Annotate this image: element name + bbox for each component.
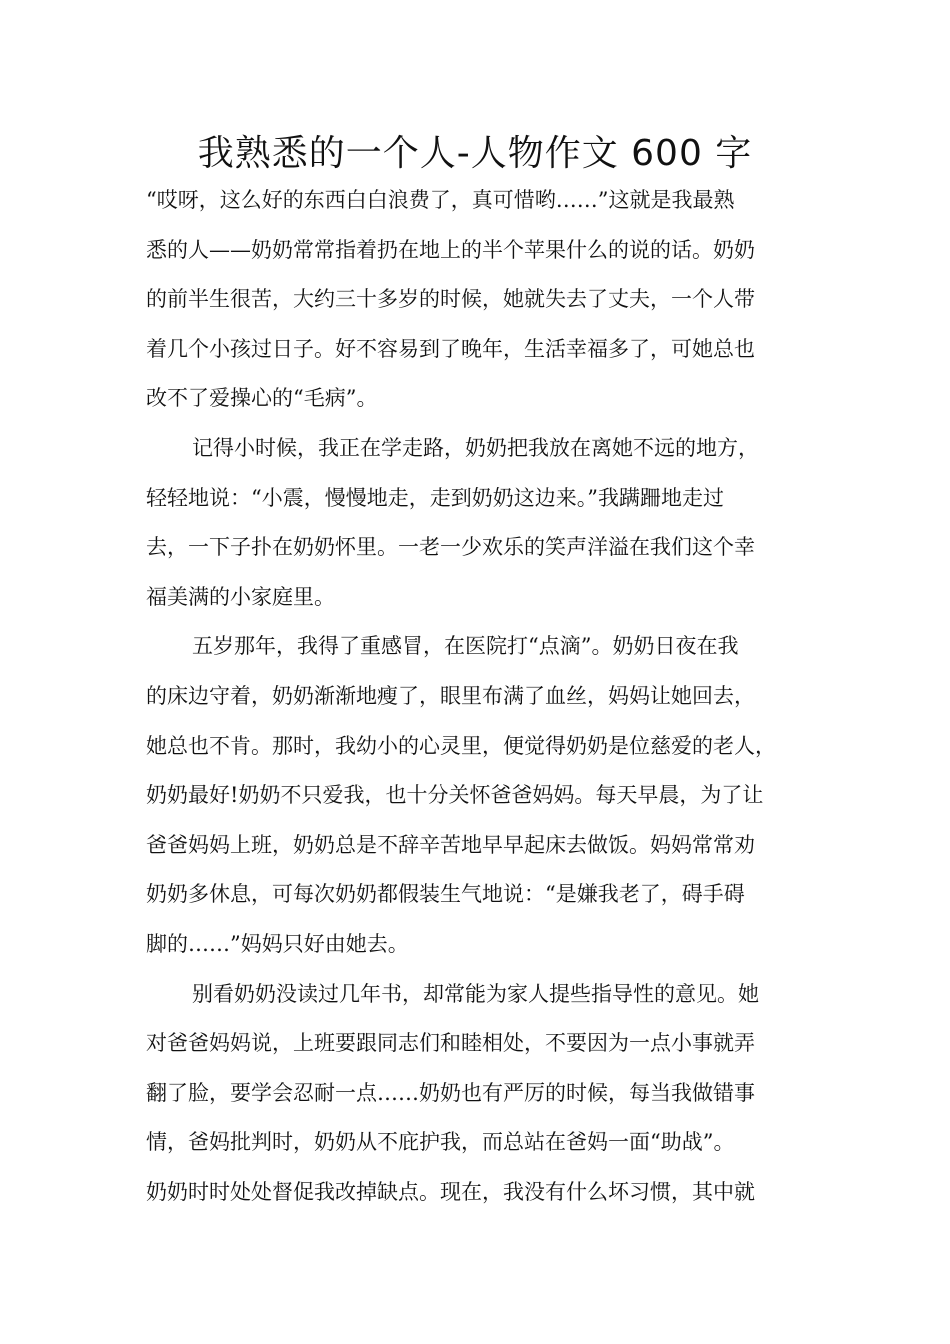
paragraph-1-line-5: 改不了爱操心的“毛病”。 (146, 386, 378, 411)
paragraph-1-line-4: 着几个小孩过日子。好不容易到了晚年，生活幸福多了，可她总也 (146, 336, 755, 361)
paragraph-3-line-1: 五岁那年，我得了重感冒，在医院打“点滴”。奶奶日夜在我 (192, 634, 739, 659)
paragraph-3-line-5: 爸爸妈妈上班，奶奶总是不辞辛苦地早早起床去做饭。妈妈常常劝 (146, 832, 755, 857)
paragraph-2-line-1: 记得小时候，我正在学走路，奶奶把我放在离她不远的地方， (192, 435, 759, 460)
paragraph-3-line-6: 奶奶多休息，可每次奶奶都假装生气地说：“是嫌我老了，碍手碍 (146, 882, 745, 907)
document-title: 我熟悉的一个人-人物作文 600 字 (197, 133, 753, 174)
paragraph-3-line-3: 她总也不肯。那时，我幼小的心灵里，便觉得奶奶是位慈爱的老人， (146, 733, 776, 758)
paragraph-4-line-3: 翻了脸，要学会忍耐一点……奶奶也有严厉的时候，每当我做错事 (146, 1080, 755, 1105)
paragraph-3-line-2: 的床边守着，奶奶渐渐地瘦了，眼里布满了血丝，妈妈让她回去， (146, 683, 755, 708)
paragraph-4-line-2: 对爸爸妈妈说，上班要跟同志们和睦相处，不要因为一点小事就弄 (146, 1031, 755, 1056)
paragraph-4-line-4: 情，爸妈批判时，奶奶从不庇护我，而总站在爸妈一面“助战”。 (146, 1130, 735, 1155)
paragraph-2-line-2: 轻轻地说：“小震，慢慢地走，走到奶奶这边来。”我蹒跚地走过 (146, 485, 724, 510)
paragraph-4-line-1: 别看奶奶没读过几年书，却常能为家人提些指导性的意见。她 (192, 981, 759, 1006)
paragraph-1-line-2: 悉的人——奶奶常常指着扔在地上的半个苹果什么的说的话。奶奶 (146, 237, 755, 262)
paragraph-4-line-5: 奶奶时时处处督促我改掉缺点。现在，我没有什么坏习惯，其中就 (146, 1179, 755, 1204)
essay-body (146, 176, 818, 1217)
paragraph-3-line-7: 脚的……”妈妈只好由她去。 (146, 931, 409, 956)
paragraph-1-line-3: 的前半生很苦，大约三十多岁的时候，她就失去了丈夫，一个人带 (146, 287, 755, 312)
paragraph-1-line-1: “哎呀，这么好的东西白白浪费了，真可惜哟……”这就是我最熟 (146, 188, 735, 212)
paragraph-3-line-4: 奶奶最好!奶奶不只爱我，也十分关怀爸爸妈妈。每天早晨，为了让 (146, 783, 764, 808)
paragraph-2-line-3: 去，一下子扑在奶奶怀里。一老一少欢乐的笑声洋溢在我们这个幸 (146, 535, 755, 560)
paragraph-2-line-4: 福美满的小家庭里。 (146, 584, 335, 609)
